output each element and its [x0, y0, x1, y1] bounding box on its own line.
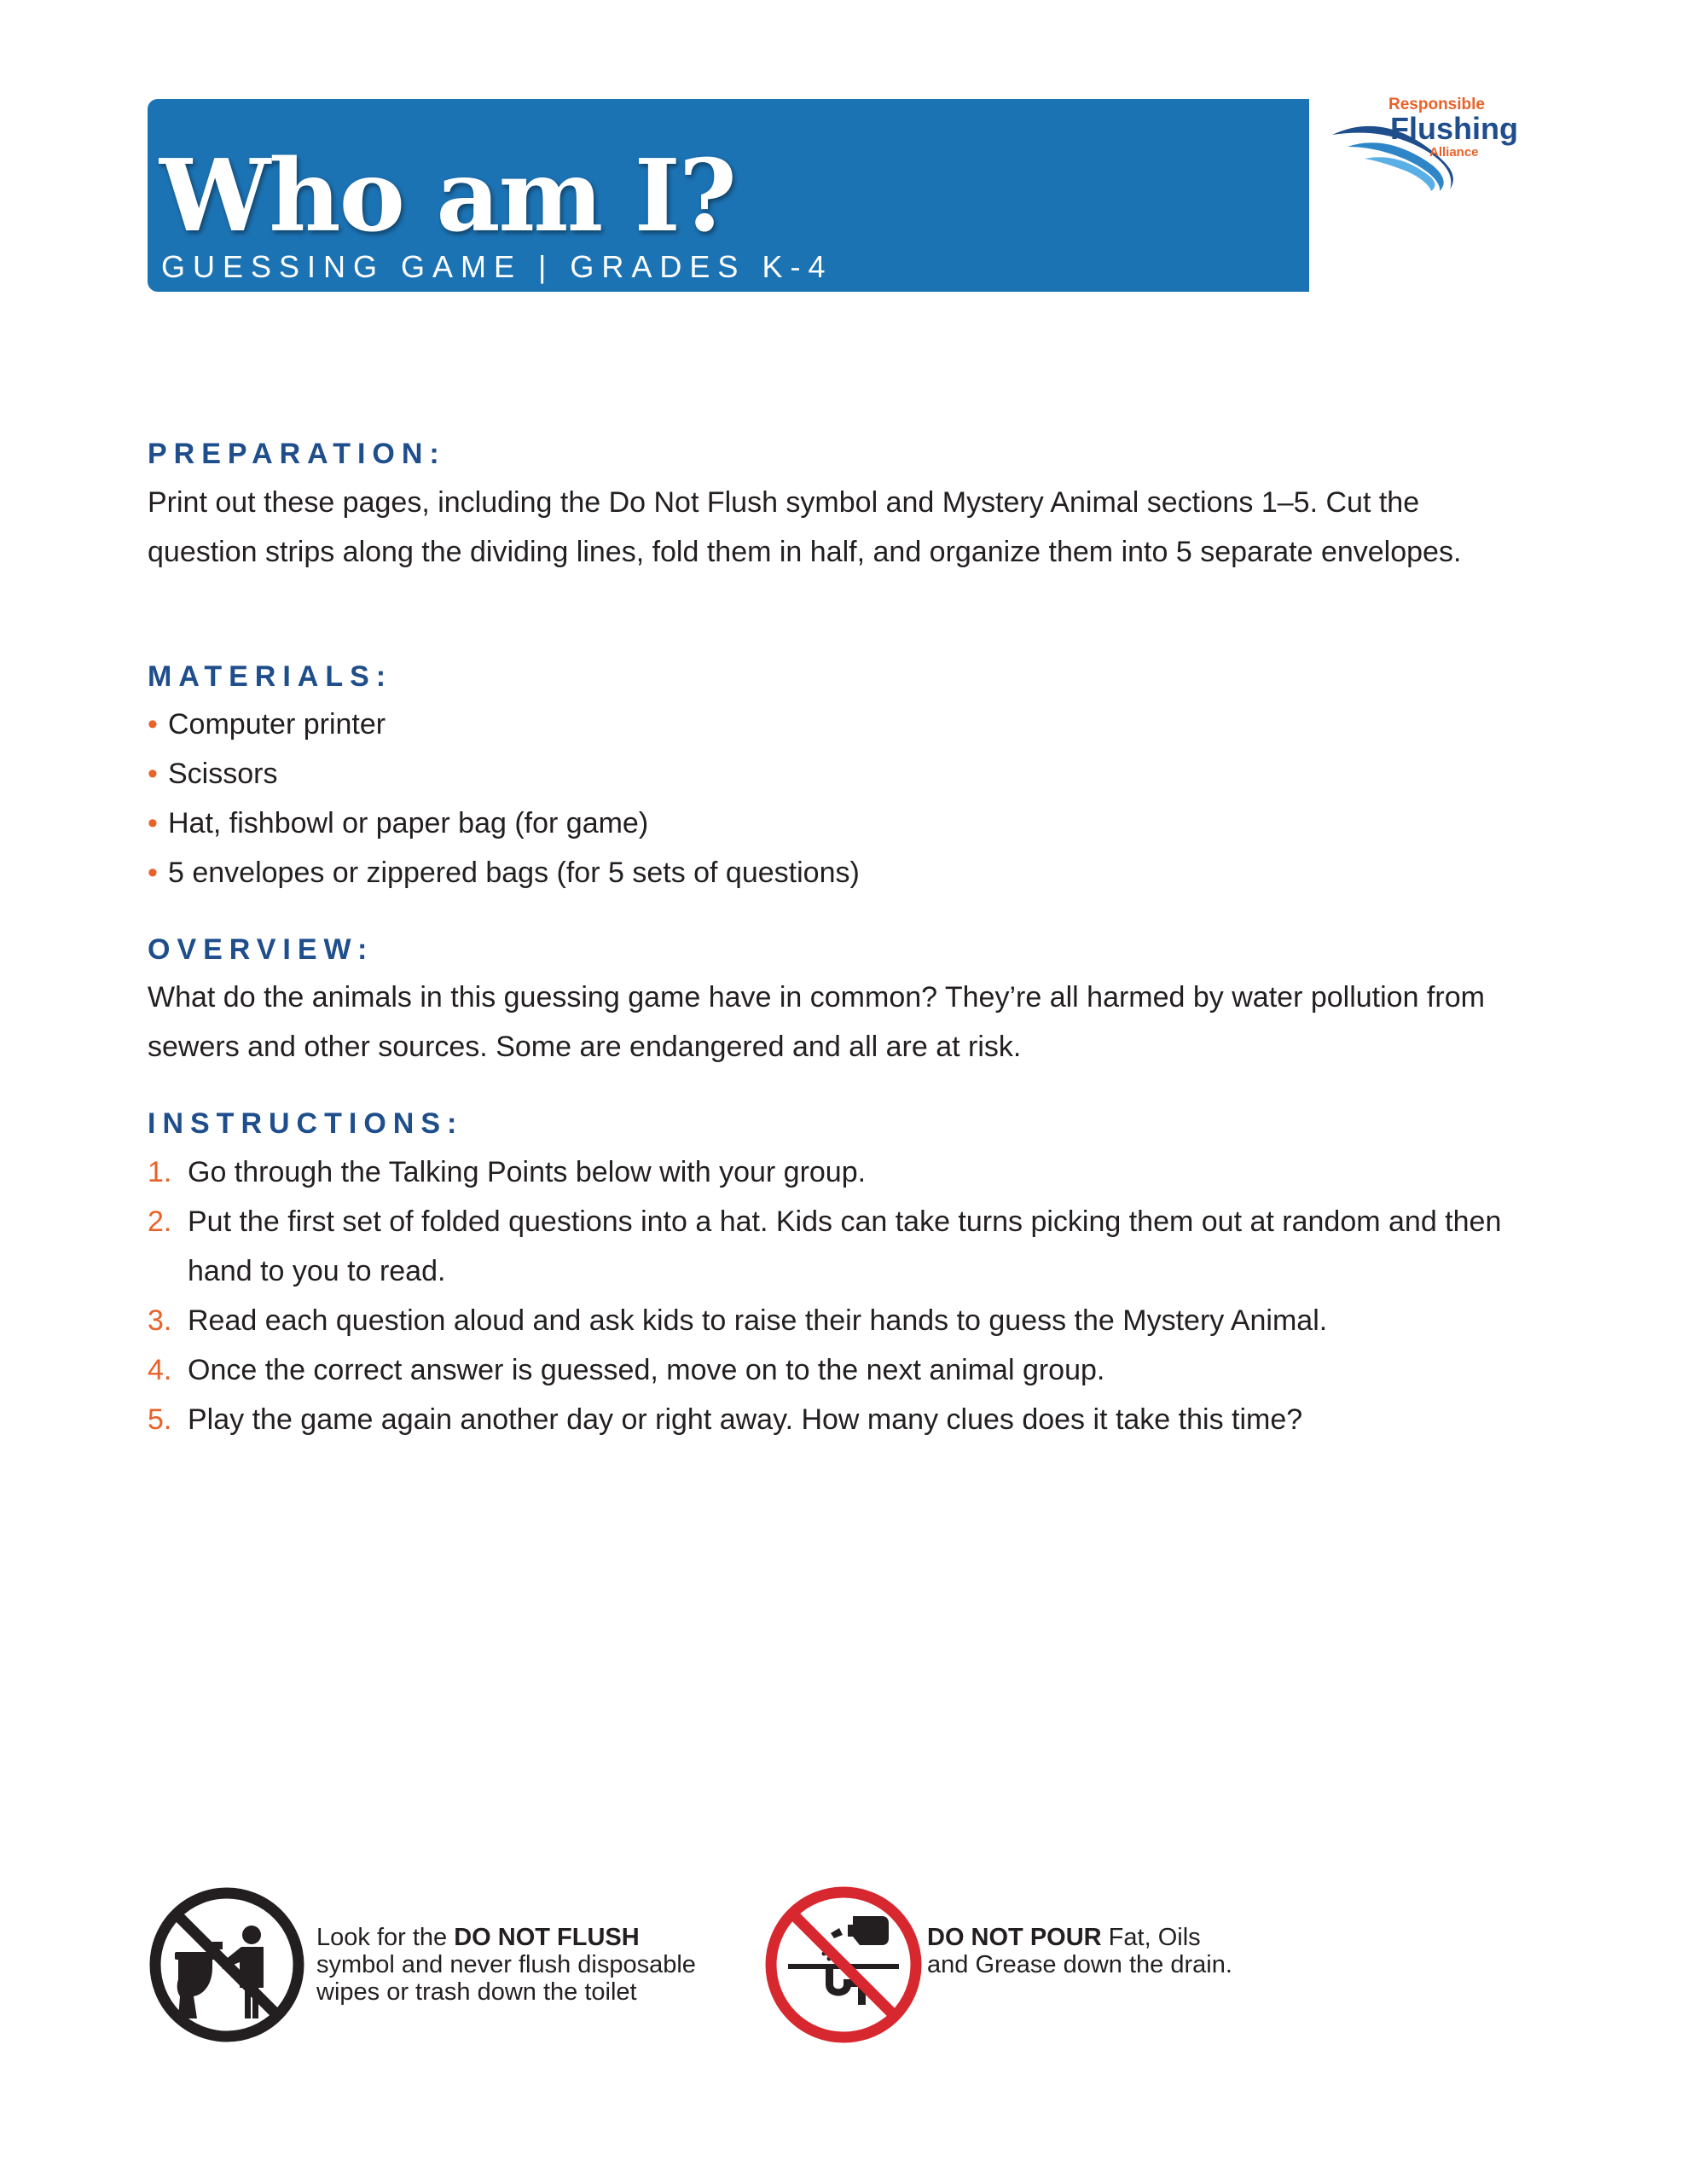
do-not-flush-text: Look for the DO NOT FLUSH symbol and never flush disposable wipes or trash down the toilet: [316, 1924, 696, 2006]
list-item: 4. Once the correct answer is guessed, move on to the next animal group.: [148, 1354, 1105, 1386]
logo-main-text: Flushing: [1390, 111, 1518, 146]
instructions-heading: INSTRUCTIONS:: [148, 1107, 464, 1140]
overview-heading: OVERVIEW:: [148, 933, 374, 966]
do-not-flush-icon: [149, 1887, 304, 2042]
logo-top-text: Responsible: [1388, 96, 1485, 113]
logo-sub-text: Alliance: [1429, 145, 1479, 160]
list-item: 5. Play the game again another day or right away. How many clues does it take this time?: [148, 1403, 1303, 1436]
bullet-icon: •: [148, 758, 158, 790]
overview-text: What do the animals in this guessing game have in common? They’re all harmed by water pollution from sewers and other sources. Some are endangered and all are at risk.: [148, 981, 1485, 1063]
list-item: • Hat, fishbowl or paper bag (for game): [148, 799, 1546, 848]
list-item: 1. Go through the Talking Points below with your group.: [148, 1156, 867, 1188]
header-banner: [148, 99, 1309, 292]
list-item: 3. Read each question aloud and ask kids to raise their hands to guess the Mystery Animal.: [148, 1304, 1328, 1337]
do-not-pour-icon: [764, 1885, 923, 2044]
list-item: • 5 envelopes or zippered bags (for 5 sets of questions): [148, 848, 1546, 897]
bullet-icon: •: [148, 807, 158, 839]
materials-list: [148, 700, 1546, 897]
do-not-pour-text: DO NOT POUR Fat, Oils and Grease down the drain.: [927, 1924, 1232, 1978]
instructions-list: [148, 1147, 1546, 1444]
list-item: • Computer printer: [148, 700, 1546, 749]
page-title: Who am I?: [159, 138, 735, 254]
list-item: 2. Put the first set of folded questions into a hat. Kids can take turns picking them out at random and then hand to you to read.: [148, 1205, 1502, 1287]
list-item: • Scissors: [148, 749, 1546, 799]
responsible-flushing-alliance-logo: [1330, 92, 1530, 195]
bullet-icon: •: [148, 708, 158, 741]
preparation-heading: PREPARATION:: [148, 438, 446, 470]
page-subtitle: GUESSING GAME | GRADES K-4: [161, 249, 833, 284]
materials-heading: MATERIALS:: [148, 660, 393, 693]
preparation-text: Print out these pages, including the Do Not Flush symbol and Mystery Animal sections 1–5. Cut the question strips along the dividing lines, fold them in half, and organize them into 5 separate envelopes.: [148, 486, 1462, 568]
bullet-icon: •: [148, 857, 158, 889]
